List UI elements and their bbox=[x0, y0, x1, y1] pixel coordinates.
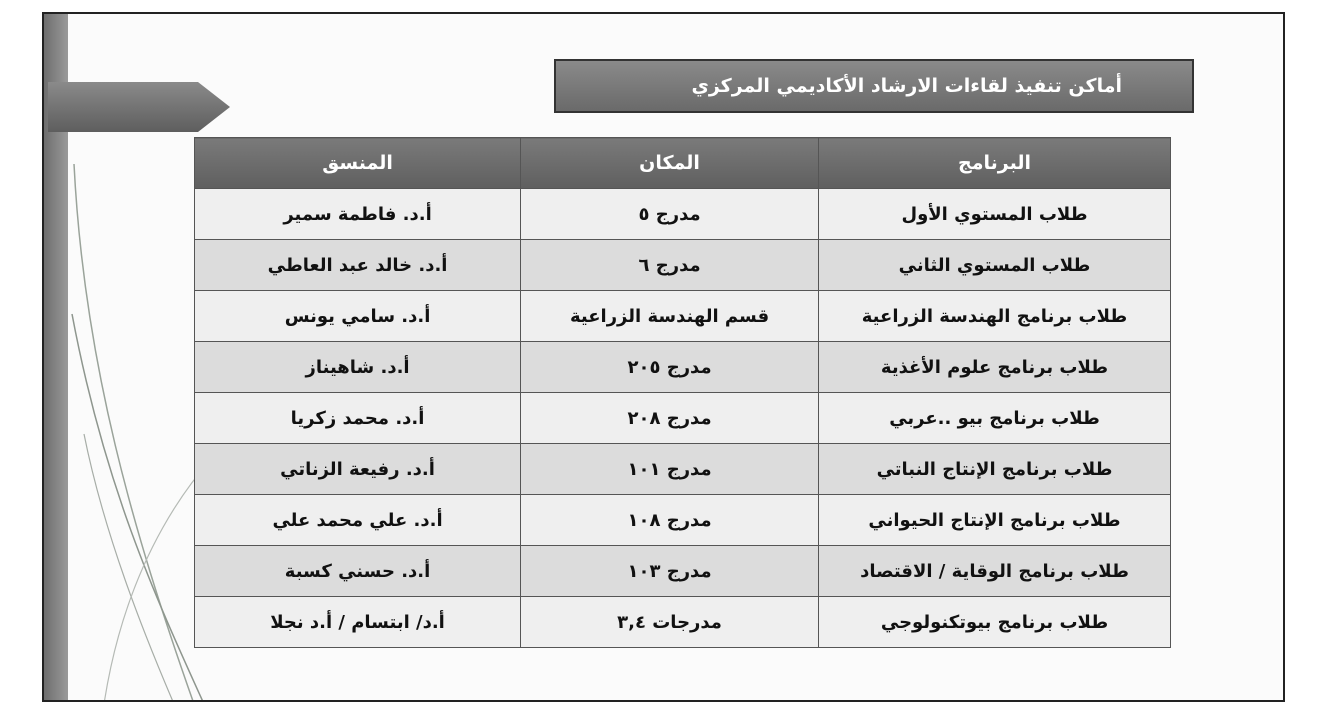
cell-coordinator: أ.د. حسني كسبة bbox=[195, 546, 521, 597]
cell-place: قسم الهندسة الزراعية bbox=[521, 291, 819, 342]
guidance-schedule-table bbox=[194, 137, 1171, 648]
cell-coordinator: أ.د/ ابتسام / أ.د نجلا bbox=[195, 597, 521, 648]
cell-program: طلاب برنامج علوم الأغذية bbox=[819, 342, 1171, 393]
cell-place: مدرج ٢٠٥ bbox=[521, 342, 819, 393]
cell-coordinator: أ.د. علي محمد علي bbox=[195, 495, 521, 546]
cell-place: مدرج ١٠٣ bbox=[521, 546, 819, 597]
table-header-row bbox=[195, 138, 1171, 189]
table-row bbox=[195, 444, 1171, 495]
arrow-banner-icon bbox=[48, 82, 230, 132]
cell-program: طلاب برنامج الإنتاج الحيواني bbox=[819, 495, 1171, 546]
table-row bbox=[195, 546, 1171, 597]
header-program: البرنامج bbox=[819, 138, 1171, 189]
page-title: أماكن تنفيذ لقاءات الارشاد الأكاديمي المركزي bbox=[554, 59, 1194, 113]
cell-program: طلاب برنامج الإنتاج النباتي bbox=[819, 444, 1171, 495]
header-place: المكان bbox=[521, 138, 819, 189]
cell-coordinator: أ.د. شاهيناز bbox=[195, 342, 521, 393]
table-row bbox=[195, 495, 1171, 546]
cell-coordinator: أ.د. سامي يونس bbox=[195, 291, 521, 342]
cell-coordinator: أ.د. محمد زكريا bbox=[195, 393, 521, 444]
cell-program: طلاب المستوي الأول bbox=[819, 189, 1171, 240]
table-row bbox=[195, 291, 1171, 342]
cell-program: طلاب برنامج بيو ..عربي bbox=[819, 393, 1171, 444]
cell-place: مدرج ٦ bbox=[521, 240, 819, 291]
cell-program: طلاب برنامج الوقاية / الاقتصاد bbox=[819, 546, 1171, 597]
cell-place: مدرجات ٣,٤ bbox=[521, 597, 819, 648]
cell-program: طلاب المستوي الثاني bbox=[819, 240, 1171, 291]
header-coordinator: المنسق bbox=[195, 138, 521, 189]
cell-place: مدرج ٢٠٨ bbox=[521, 393, 819, 444]
cell-place: مدرج ١٠١ bbox=[521, 444, 819, 495]
table-row bbox=[195, 189, 1171, 240]
table-row bbox=[195, 240, 1171, 291]
cell-coordinator: أ.د. خالد عبد العاطي bbox=[195, 240, 521, 291]
cell-program: طلاب برنامج بيوتكنولوجي bbox=[819, 597, 1171, 648]
table-row bbox=[195, 393, 1171, 444]
cell-coordinator: أ.د. رفيعة الزناتي bbox=[195, 444, 521, 495]
cell-place: مدرج ١٠٨ bbox=[521, 495, 819, 546]
cell-place: مدرج ٥ bbox=[521, 189, 819, 240]
table-row bbox=[195, 342, 1171, 393]
cell-coordinator: أ.د. فاطمة سمير bbox=[195, 189, 521, 240]
table-row bbox=[195, 597, 1171, 648]
cell-program: طلاب برنامج الهندسة الزراعية bbox=[819, 291, 1171, 342]
